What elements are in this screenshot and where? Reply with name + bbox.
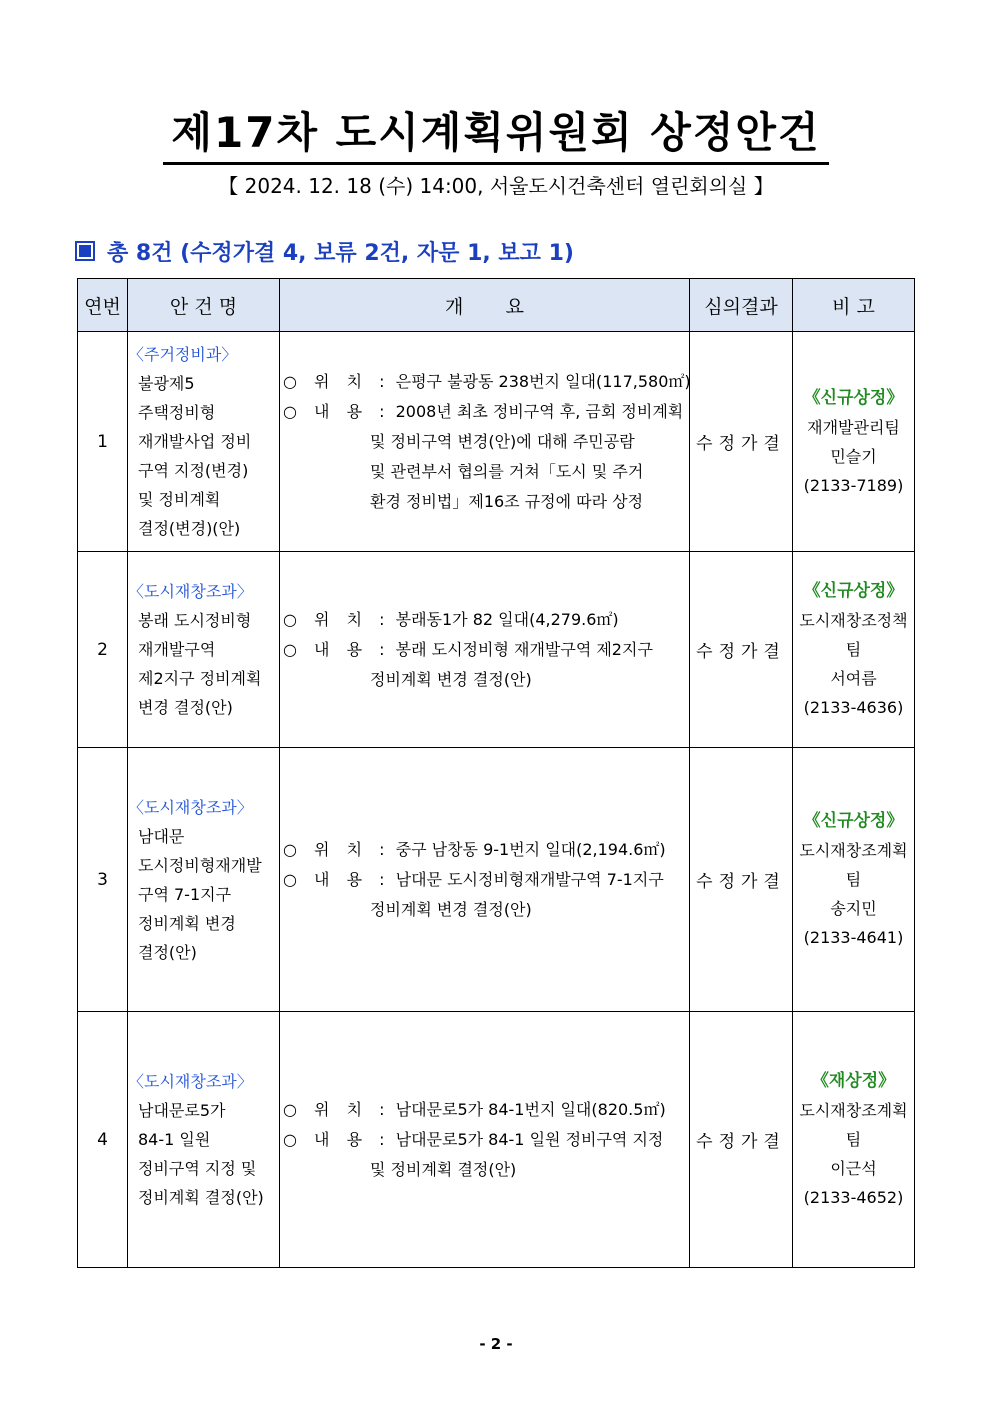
content-line (283, 1125, 685, 1155)
location-value: 중구 남창동 9-1번지 일대(2,194.6㎡) (395, 839, 666, 859)
content-value: 2008년 최초 정비구역 후, 금회 정비계획 (395, 401, 684, 421)
location-value: 봉래동1가 82 일대(4,279.6㎡) (395, 609, 619, 629)
content-label: ○ 내 용 : (283, 1129, 391, 1149)
team-name: 도시재창조계획팀 (799, 841, 908, 889)
status-badge: 《신규상정》 (803, 581, 904, 601)
agenda-name-line: 및 정비계획 (138, 490, 221, 509)
row-number: 3 (78, 748, 128, 1012)
content-continuation: 및 정비계획 결정(안) (370, 1159, 517, 1179)
content-value: 남대문 도시정비형재개발구역 7-1지구 (395, 869, 664, 889)
review-result: 수정가결 (690, 332, 793, 552)
agenda-name-line: 정비계획 변경 (138, 913, 236, 933)
phone-number: (2133-7189) (803, 475, 904, 495)
content-value: 봉래 도시정비형 재개발구역 제2지구 (395, 639, 653, 659)
location-value: 남대문로5가 84-1번지 일대(820.5㎡) (395, 1099, 666, 1119)
row-number: 2 (78, 552, 128, 748)
review-result: 수정가결 (690, 1012, 793, 1268)
agenda-name-line: 구역 7-1지구 (138, 884, 232, 904)
agenda-name-line: 불광제5 (138, 374, 195, 393)
header-note: 비 고 (793, 279, 915, 332)
review-result: 수정가결 (690, 552, 793, 748)
agenda-summary-cell (280, 332, 690, 552)
status-badge: 《신규상정》 (803, 387, 904, 408)
agenda-name-line: 84-1 일원 (138, 1130, 211, 1149)
phone-number: (2133-4641) (803, 928, 904, 947)
contact-person: 이근석 (830, 1159, 877, 1178)
content-line (283, 635, 685, 665)
agenda-name-cell (128, 1012, 280, 1268)
location-line (283, 605, 685, 635)
table-header-row (78, 279, 915, 332)
location-label: ○ 위 치 : (283, 839, 391, 859)
agenda-name-line: 제2지구 정비계획 (138, 669, 262, 688)
team-name: 재개발관리팀 (807, 417, 900, 437)
row-number: 1 (78, 332, 128, 552)
agenda-name-cell (128, 748, 280, 1012)
agenda-name-line: 정비구역 지정 및 (138, 1159, 257, 1178)
agenda-summary-cell (280, 1012, 690, 1268)
location-label: ○ 위 치 : (283, 1099, 391, 1119)
table-row (78, 552, 915, 748)
header-no: 연번 (78, 279, 128, 332)
content-continuation: 및 관련부서 협의를 거쳐「도시 및 주거 (370, 461, 644, 481)
team-name: 도시재창조정책팀 (799, 611, 908, 659)
agenda-name-line: 봉래 도시정비형 (138, 611, 252, 630)
note-cell (793, 748, 915, 1012)
page-title (0, 100, 992, 165)
location-value: 은평구 불광동 238번지 일대(117,580㎡) (395, 371, 691, 391)
content-continuation: 환경 정비법」제16조 규정에 따라 상정 (370, 491, 644, 511)
location-line (283, 367, 691, 397)
table-row (78, 1012, 915, 1268)
agenda-summary-text: 총 8건 (수정가결 4, 보류 2건, 자문 1, 보고 1) (107, 241, 574, 266)
agenda-name-line: 변경 결정(안) (138, 698, 233, 717)
page-title-text: 제17차 도시계획위원회 상정안건 (163, 100, 828, 165)
agenda-name-line: 남대문 (138, 826, 185, 846)
status-badge: 《신규상정》 (803, 811, 904, 831)
content-label: ○ 내 용 : (283, 401, 391, 421)
location-label: ○ 위 치 : (283, 371, 391, 391)
phone-number: (2133-4636) (803, 698, 904, 717)
content-value: 남대문로5가 84-1 일원 정비구역 지정 (395, 1129, 664, 1149)
meeting-info: 【 2024. 12. 18 (수) 14:00, 서울도시건축센터 열린회의실 】 (218, 174, 774, 198)
review-result: 수정가결 (690, 748, 793, 1012)
header-summary: 개 요 (280, 279, 690, 332)
team-name: 도시재창조계획팀 (799, 1101, 908, 1149)
agenda-name-line: 도시정비형재개발 (138, 855, 262, 875)
page-number: - 2 - (479, 1335, 513, 1353)
content-label: ○ 내 용 : (283, 869, 391, 889)
agenda-name-line: 재개발사업 정비 (138, 432, 252, 451)
agenda-name-line: 주택정비형 (138, 403, 216, 422)
department-label: 〈도시재창조과〉 (128, 1072, 253, 1091)
agenda-name-line: 남대문로5가 (138, 1101, 226, 1120)
department-label: 〈도시재창조과〉 (128, 582, 253, 601)
content-continuation: 및 정비구역 변경(안)에 대해 주민공람 (370, 431, 635, 451)
location-line (283, 1095, 685, 1125)
header-result: 심의결과 (690, 279, 793, 332)
agenda-name-line: 결정(안) (138, 942, 197, 962)
contact-person: 민슬기 (830, 446, 877, 466)
note-cell (793, 332, 915, 552)
table-row (78, 748, 915, 1012)
agenda-name-line: 결정(변경)(안) (138, 519, 241, 538)
note-cell (793, 1012, 915, 1268)
contact-person: 서여름 (830, 669, 877, 688)
location-line (283, 835, 685, 865)
contact-person: 송지민 (830, 899, 877, 918)
header-name: 안 건 명 (128, 279, 280, 332)
content-line (283, 397, 685, 427)
content-continuation: 정비계획 변경 결정(안) (370, 899, 532, 919)
row-number: 4 (78, 1012, 128, 1268)
content-continuation: 정비계획 변경 결정(안) (370, 669, 532, 689)
agenda-name-line: 재개발구역 (138, 640, 216, 659)
status-badge: 《재상정》 (811, 1071, 896, 1091)
content-label: ○ 내 용 : (283, 639, 391, 659)
agenda-table (77, 278, 915, 1268)
agenda-summary-cell (280, 552, 690, 748)
agenda-summary-cell (280, 748, 690, 1012)
agenda-name-cell (128, 332, 280, 552)
phone-number: (2133-4652) (803, 1188, 904, 1207)
department-label: 〈도시재창조과〉 (128, 797, 253, 817)
agenda-name-line: 정비계획 결정(안) (138, 1188, 264, 1207)
location-label: ○ 위 치 : (283, 609, 391, 629)
agenda-name-cell (128, 552, 280, 748)
content-line (283, 865, 685, 895)
agenda-summary (75, 236, 574, 267)
square-bullet-icon (75, 241, 95, 261)
note-cell (793, 552, 915, 748)
table-row (78, 332, 915, 552)
agenda-name-line: 구역 지정(변경) (138, 461, 249, 480)
department-label: 〈주거정비과〉 (128, 345, 238, 364)
